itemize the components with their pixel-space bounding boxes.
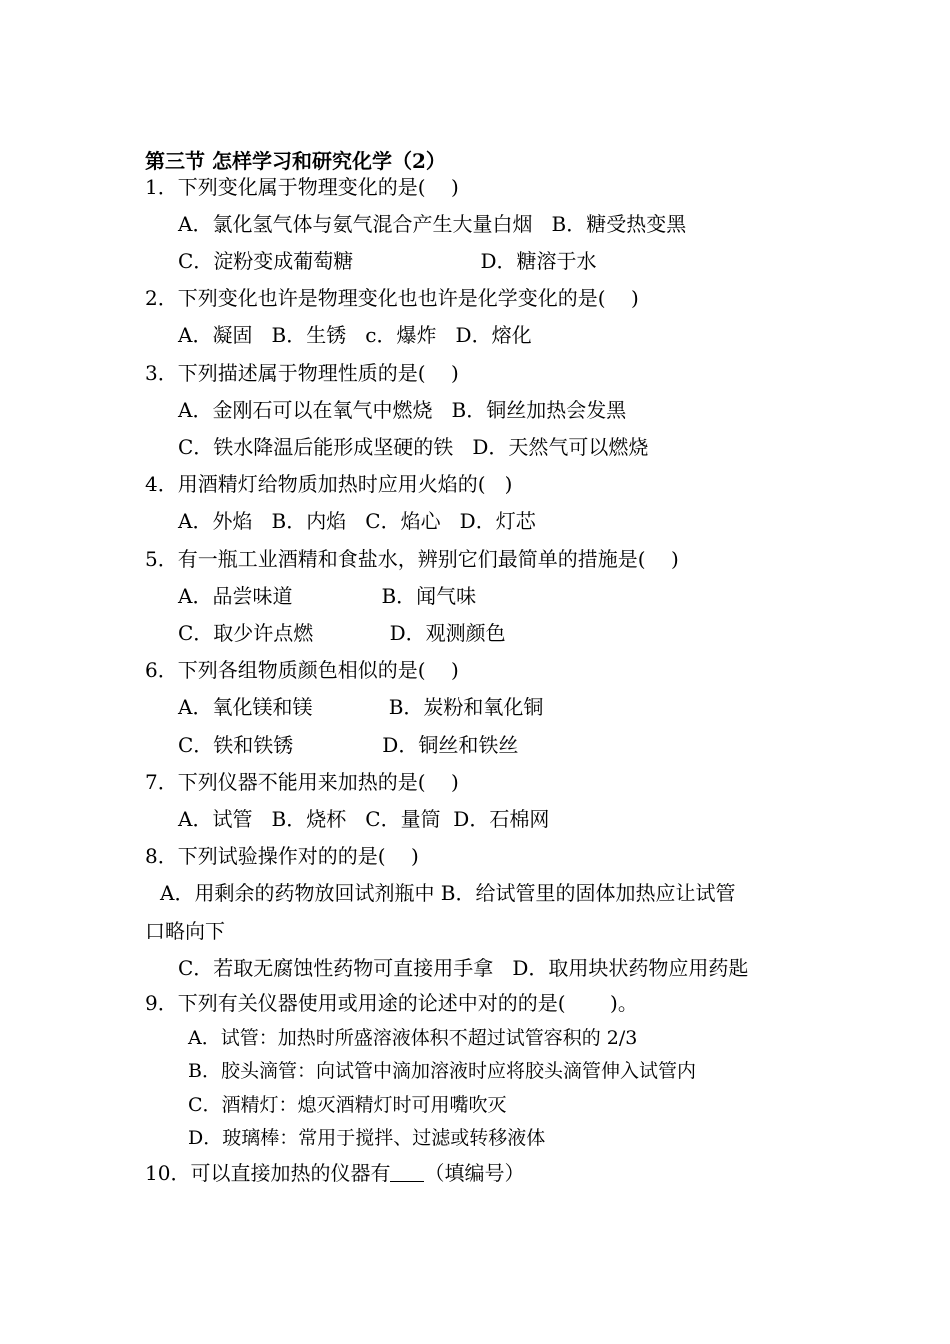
q4-options: A．外焰 B．内焰 C．焰心 D．灯芯 [178, 509, 536, 533]
q6-options-ab: A．氧化镁和镁 B．炭粉和氧化铜 [178, 695, 544, 719]
q4-stem: 4．用酒精灯给物质加热时应用火焰的( ) [145, 472, 513, 496]
q6-options-cd: C．铁和铁锈 D．铜丝和铁丝 [178, 733, 519, 757]
q6-stem: 6．下列各组物质颜色相似的是( ) [145, 658, 459, 682]
section-title: 第三节 怎样学习和研究化学（2） [145, 149, 446, 173]
q5-options-cd: C．取少许点燃 D．观测颜色 [178, 621, 506, 645]
q1-stem: 1．下列变化属于物理变化的是( ) [145, 175, 459, 199]
q9-option-a: A．试管：加热时所盛溶液体积不超过试管容积的 2/3 [188, 1027, 638, 1049]
q1-options-cd: C．淀粉变成葡萄糖 D．糖溶于水 [178, 249, 597, 273]
q5-options-ab: A．品尝味道 B．闻气味 [178, 584, 477, 608]
q3-stem: 3．下列描述属于物理性质的是( ) [145, 361, 459, 385]
q3-options-ab: A．金刚石可以在氧气中燃烧 B．铜丝加热会发黑 [178, 398, 627, 422]
q2-options: A．凝固 B．生锈 c．爆炸 D．熔化 [178, 323, 532, 347]
q9-option-c: C．酒精灯：熄灭酒精灯时可用嘴吹灭 [188, 1094, 507, 1116]
q10-stem [145, 1160, 524, 1186]
q8-options-cd: C．若取无腐蚀性药物可直接用手拿 D．取用块状药物应用药匙 [178, 956, 749, 980]
q9-option-b: B．胶头滴管：向试管中滴加溶液时应将胶头滴管伸入试管内 [188, 1060, 696, 1082]
q8-stem: 8．下列试验操作对的的是( ) [145, 844, 419, 868]
q9-option-d: D．玻璃棒：常用于搅拌、过滤或转移液体 [188, 1127, 546, 1149]
q10-answer-blank[interactable] [390, 1161, 424, 1182]
q7-options: A．试管 B．烧杯 C．量筒 D．石棉网 [178, 807, 550, 831]
q9-stem: 9．下列有关仪器使用或用途的论述中对的的是( )。 [145, 991, 638, 1015]
q10-stem-before: 10．可以直接加热的仪器有 [145, 1161, 391, 1185]
q7-stem: 7．下列仪器不能用来加热的是( ) [145, 770, 459, 794]
q8-options-ab: A．用剩余的药物放回试剂瓶中 B．给试管里的固体加热应让试管 [160, 881, 736, 905]
q2-stem: 2．下列变化也许是物理变化也也许是化学变化的是( ) [145, 286, 639, 310]
q3-options-cd: C．铁水降温后能形成坚硬的铁 D．天然气可以燃烧 [178, 435, 649, 459]
q8-options-ab-cont: 口略向下 [145, 919, 225, 943]
q5-stem: 5．有一瓶工业酒精和食盐水，辨别它们最简单的措施是( ) [145, 547, 679, 571]
q1-options-ab: A．氯化氢气体与氨气混合产生大量白烟 B．糖受热变黑 [178, 212, 687, 236]
q10-stem-after: （填编号） [424, 1161, 525, 1185]
